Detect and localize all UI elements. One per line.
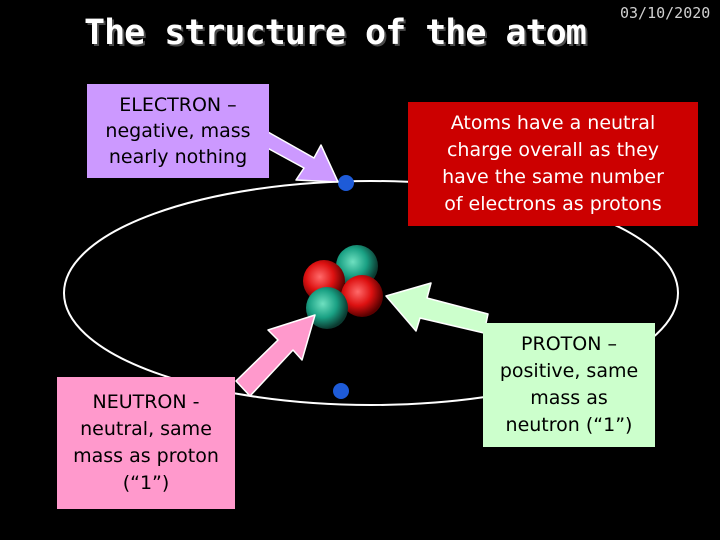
- proton-label-box: [483, 323, 655, 447]
- neutron-label-line3: mass as proton: [73, 445, 219, 467]
- neutron-label-line1: NEUTRON -: [92, 391, 200, 413]
- proton-label-line2: positive, same: [499, 360, 639, 382]
- neutral-note-line2: charge overall as they: [446, 139, 659, 161]
- slide-date: 03/10/2020: [620, 4, 711, 22]
- electron-label-line1: ELECTRON –: [119, 94, 237, 116]
- neutral-note-line1: Atoms have a neutral: [450, 112, 656, 134]
- proton-arrow: [386, 283, 488, 333]
- slide-title: The structure of the atom: [84, 13, 586, 53]
- neutron-label-line2: neutral, same: [80, 418, 212, 440]
- neutron-label-box: [57, 377, 235, 509]
- proton-label-line1: PROTON –: [521, 333, 617, 355]
- electron-top: [338, 175, 354, 191]
- neutral-note-line3: have the same number: [442, 166, 664, 188]
- neutron-label-line4: (“1”): [122, 472, 170, 494]
- electron-bottom: [333, 383, 349, 399]
- electron-arrow: [260, 132, 338, 182]
- electron-label-box: [87, 84, 269, 178]
- proton-label-line3: mass as: [530, 387, 608, 409]
- neutral-note-line4: of electrons as protons: [444, 193, 662, 215]
- neutral-charge-note: [408, 102, 698, 226]
- proton-label-line4: neutron (“1”): [505, 414, 633, 436]
- electron-label-line3: nearly nothing: [108, 146, 248, 168]
- neutron-arrow: [236, 315, 315, 396]
- electron-label-line2: negative, mass: [105, 120, 251, 142]
